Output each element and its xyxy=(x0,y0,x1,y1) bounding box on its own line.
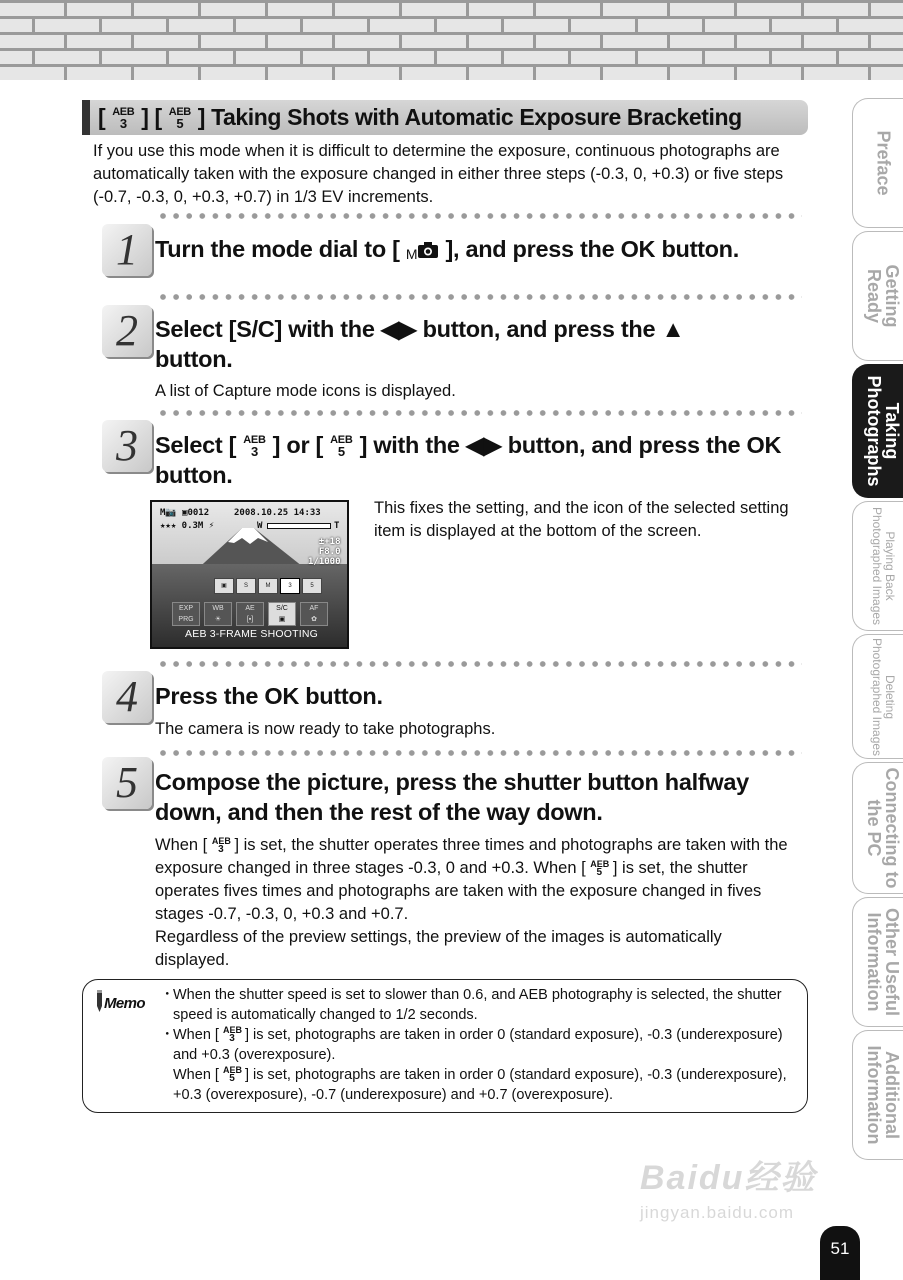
aeb3-icon: AEB 3 xyxy=(112,106,135,131)
lcd-caption: AEB 3-FRAME SHOOTING xyxy=(185,628,318,640)
tab-taking-photographs[interactable]: Taking Photographs xyxy=(852,364,903,498)
brick xyxy=(705,51,769,64)
lcd-menu-exp: EXP PRG xyxy=(172,602,200,626)
brick xyxy=(469,35,533,48)
lcd-zoom-t: T xyxy=(334,521,340,531)
step-number-1: 1 xyxy=(102,224,152,276)
step-3-heading: Select [ AEB 3 ] or [ AEB 5 ] with the ◀▶ button, and press the OK button. xyxy=(155,432,782,488)
bracket: [ xyxy=(98,104,106,130)
brick xyxy=(638,19,702,32)
brick xyxy=(268,3,332,16)
lcd-zoom-w: W xyxy=(257,521,263,531)
brick xyxy=(0,35,64,48)
step-divider xyxy=(160,750,802,758)
lcd-option-aeb5: 5 xyxy=(302,578,322,594)
tab-playing-back[interactable]: Playing Back Photographed Images xyxy=(852,501,903,631)
bracket: ] xyxy=(141,104,149,130)
section-title-bar xyxy=(82,100,808,135)
lcd-function-menu xyxy=(172,602,328,626)
lcd-datetime: 2008.10.25 14:33 xyxy=(234,508,321,518)
brick xyxy=(603,35,667,48)
brick xyxy=(670,67,734,80)
lcd-zoom-bar xyxy=(267,523,331,529)
brick xyxy=(335,67,399,80)
brick xyxy=(839,51,903,64)
tab-deleting[interactable]: Deleting Photographed Images xyxy=(852,634,903,759)
lcd-shutter: 1/1000 xyxy=(308,557,341,567)
brick xyxy=(134,67,198,80)
lcd-option-aeb3: 3 xyxy=(280,578,300,594)
brick xyxy=(603,3,667,16)
intro-paragraph: If you use this mode when it is difficult to determine the exposure, continuous photographs are automatically taken with the exposure changed in either three steps (-0.3, 0, +0.3) or five steps (-0.7, -0.3, 0, +0.3, +0.7) in 1/3 EV increments. xyxy=(93,142,784,206)
brick xyxy=(536,3,600,16)
brick xyxy=(201,3,265,16)
lcd-menu-wb: WB ☀ xyxy=(204,602,232,626)
brick xyxy=(268,67,332,80)
step-3-description: This fixes the setting, and the icon of the selected setting item is displayed at the bottom of the screen. xyxy=(374,499,789,540)
brick xyxy=(402,3,466,16)
aeb3-icon: AEB 3 xyxy=(243,434,266,459)
lcd-capture-options xyxy=(214,578,322,594)
lcd-ev: ±+18 xyxy=(318,537,341,547)
brick xyxy=(469,3,533,16)
camera-mode-icon: M xyxy=(406,236,439,269)
section-title-text: Taking Shots with Automatic Exposure Bracketing xyxy=(211,104,742,130)
aeb3-icon: AEB 3 xyxy=(222,1025,242,1044)
brick xyxy=(638,51,702,64)
brick xyxy=(536,67,600,80)
page-number: 51 xyxy=(820,1226,860,1280)
memo-item: ・ When the shutter speed is set to slower than 0.6, and AEB photography is selected, the shutter speed is automatically changed to 1/2 seconds. xyxy=(160,987,782,1023)
step-4-body: The camera is now ready to take photographs. xyxy=(155,720,496,738)
section-title xyxy=(98,104,742,131)
step-number-3: 3 xyxy=(102,420,152,472)
brick xyxy=(303,51,367,64)
brick-row xyxy=(0,3,903,16)
brick xyxy=(737,3,801,16)
camera-lcd-screenshot xyxy=(150,500,349,649)
brick xyxy=(335,35,399,48)
brick xyxy=(839,19,903,32)
pencil-icon xyxy=(94,990,104,1012)
aeb5-icon: AEB 5 xyxy=(590,859,610,878)
step-divider xyxy=(160,294,802,302)
brick xyxy=(737,35,801,48)
tab-getting-ready[interactable]: Getting Ready xyxy=(852,231,903,361)
step-divider xyxy=(160,410,802,418)
lcd-exposure-info xyxy=(308,537,341,567)
tab-connecting-pc[interactable]: Connecting to the PC xyxy=(852,762,903,894)
brick xyxy=(67,67,131,80)
aeb3-icon: AEB 3 xyxy=(211,836,231,855)
brick xyxy=(236,19,300,32)
brick xyxy=(67,3,131,16)
brick xyxy=(469,67,533,80)
lcd-aperture: F8.0 xyxy=(318,547,341,557)
brick xyxy=(402,35,466,48)
brick xyxy=(437,51,501,64)
brick xyxy=(35,51,99,64)
step-2-heading: Select [S/C] with the ◀▶ button, and press the ▲ button. xyxy=(155,316,685,372)
brick xyxy=(0,19,32,32)
brick xyxy=(871,3,903,16)
brick xyxy=(670,3,734,16)
brick xyxy=(536,35,600,48)
memo-label: Memo xyxy=(94,990,145,1012)
brick xyxy=(201,35,265,48)
brick xyxy=(603,67,667,80)
brick xyxy=(871,67,903,80)
brick xyxy=(737,67,801,80)
aeb5-icon: AEB 5 xyxy=(222,1065,242,1084)
bracket: [ xyxy=(154,104,162,130)
brick xyxy=(504,51,568,64)
brick xyxy=(670,35,734,48)
bracket: ] xyxy=(197,104,206,130)
brick-row xyxy=(0,35,903,48)
lcd-menu-af: AF ✿ xyxy=(300,602,328,626)
step-divider xyxy=(160,661,802,669)
brick-row xyxy=(0,51,903,64)
brick xyxy=(402,67,466,80)
brick xyxy=(804,3,868,16)
brick xyxy=(236,51,300,64)
brick xyxy=(67,35,131,48)
baidu-watermark xyxy=(640,1150,816,1223)
title-accent xyxy=(82,100,90,135)
brick xyxy=(804,35,868,48)
watermark-line2: jingyan.baidu.com xyxy=(640,1203,795,1222)
brick xyxy=(370,51,434,64)
brick xyxy=(303,19,367,32)
brick-row xyxy=(0,67,903,80)
brick xyxy=(201,67,265,80)
step-2-body: A list of Capture mode icons is displayed. xyxy=(155,382,456,400)
brick xyxy=(169,51,233,64)
brick xyxy=(0,51,32,64)
tab-other-useful[interactable]: Other Useful Information xyxy=(852,897,903,1027)
lcd-menu-ae: AE [▪] xyxy=(236,602,264,626)
step-number-2: 2 xyxy=(102,305,152,357)
brick xyxy=(335,3,399,16)
brick xyxy=(102,19,166,32)
tab-additional-info[interactable]: Additional Information xyxy=(852,1030,903,1160)
brick xyxy=(772,19,836,32)
brick xyxy=(504,19,568,32)
brick xyxy=(571,19,635,32)
lcd-option-s: S xyxy=(236,578,256,594)
lcd-menu-sc: S/C ▣ xyxy=(268,602,296,626)
step-number-4: 4 xyxy=(102,671,152,723)
aeb5-icon: AEB 5 xyxy=(330,434,353,459)
lcd-quality: ★★★ 0.3M ⚡ xyxy=(160,521,215,531)
brick xyxy=(102,51,166,64)
lcd-mode-frames: M📷 ▣0012 xyxy=(160,508,210,518)
brick xyxy=(804,67,868,80)
lcd-option-single: ▣ xyxy=(214,578,234,594)
brick xyxy=(0,3,64,16)
brick xyxy=(134,3,198,16)
brick xyxy=(571,51,635,64)
brick xyxy=(370,19,434,32)
brick xyxy=(772,51,836,64)
memo-text xyxy=(160,985,800,1105)
memo-item: When [ AEB 5 ] is set, photographs are taken in order 0 (standard exposure), -0.3 (underexposure), +0.3 (overexposure), -0.7 (underexposure) and +0.7 (overexposure). xyxy=(173,1065,787,1103)
brick xyxy=(268,35,332,48)
step-4-heading: Press the OK button. xyxy=(155,683,383,709)
step-5-heading: Compose the picture, press the shutter button halfway down, and then the rest of the way down. xyxy=(155,769,749,825)
brick xyxy=(134,35,198,48)
lcd-option-m: M xyxy=(258,578,278,594)
brick xyxy=(35,19,99,32)
step-1-heading: Turn the mode dial to [ M ], and press the OK button. xyxy=(155,234,739,269)
brick-header-decoration xyxy=(0,0,903,80)
brick xyxy=(169,19,233,32)
memo-item: ・ When [ AEB 3 ] is set, photographs are taken in order 0 (standard exposure), -0.3 (underexposure) and +0.3 (overexposure). xyxy=(160,1025,783,1063)
brick xyxy=(871,35,903,48)
aeb5-icon: AEB 5 xyxy=(168,106,191,131)
tab-preface[interactable]: Preface xyxy=(852,98,903,228)
step-number-5: 5 xyxy=(102,757,152,809)
step-divider xyxy=(160,213,802,221)
step-5-body: When [ AEB 3 ] is set, the shutter operates three times and photographs are taken with the exposure changed in three stages -0.3, 0 and +0.3. When [ AEB 5 ] is set, the shutter operates fives times and photographs are taken with the exposure changed in fives stages -0.7, -0.3, 0, +0.3 and +0.7. Regardless of the preview settings, the preview of the images is automatically displayed. xyxy=(155,836,788,969)
brick xyxy=(0,67,64,80)
brick xyxy=(437,19,501,32)
brick xyxy=(705,19,769,32)
brick-row xyxy=(0,19,903,32)
watermark-line1: Baidu经验 xyxy=(640,1159,817,1197)
